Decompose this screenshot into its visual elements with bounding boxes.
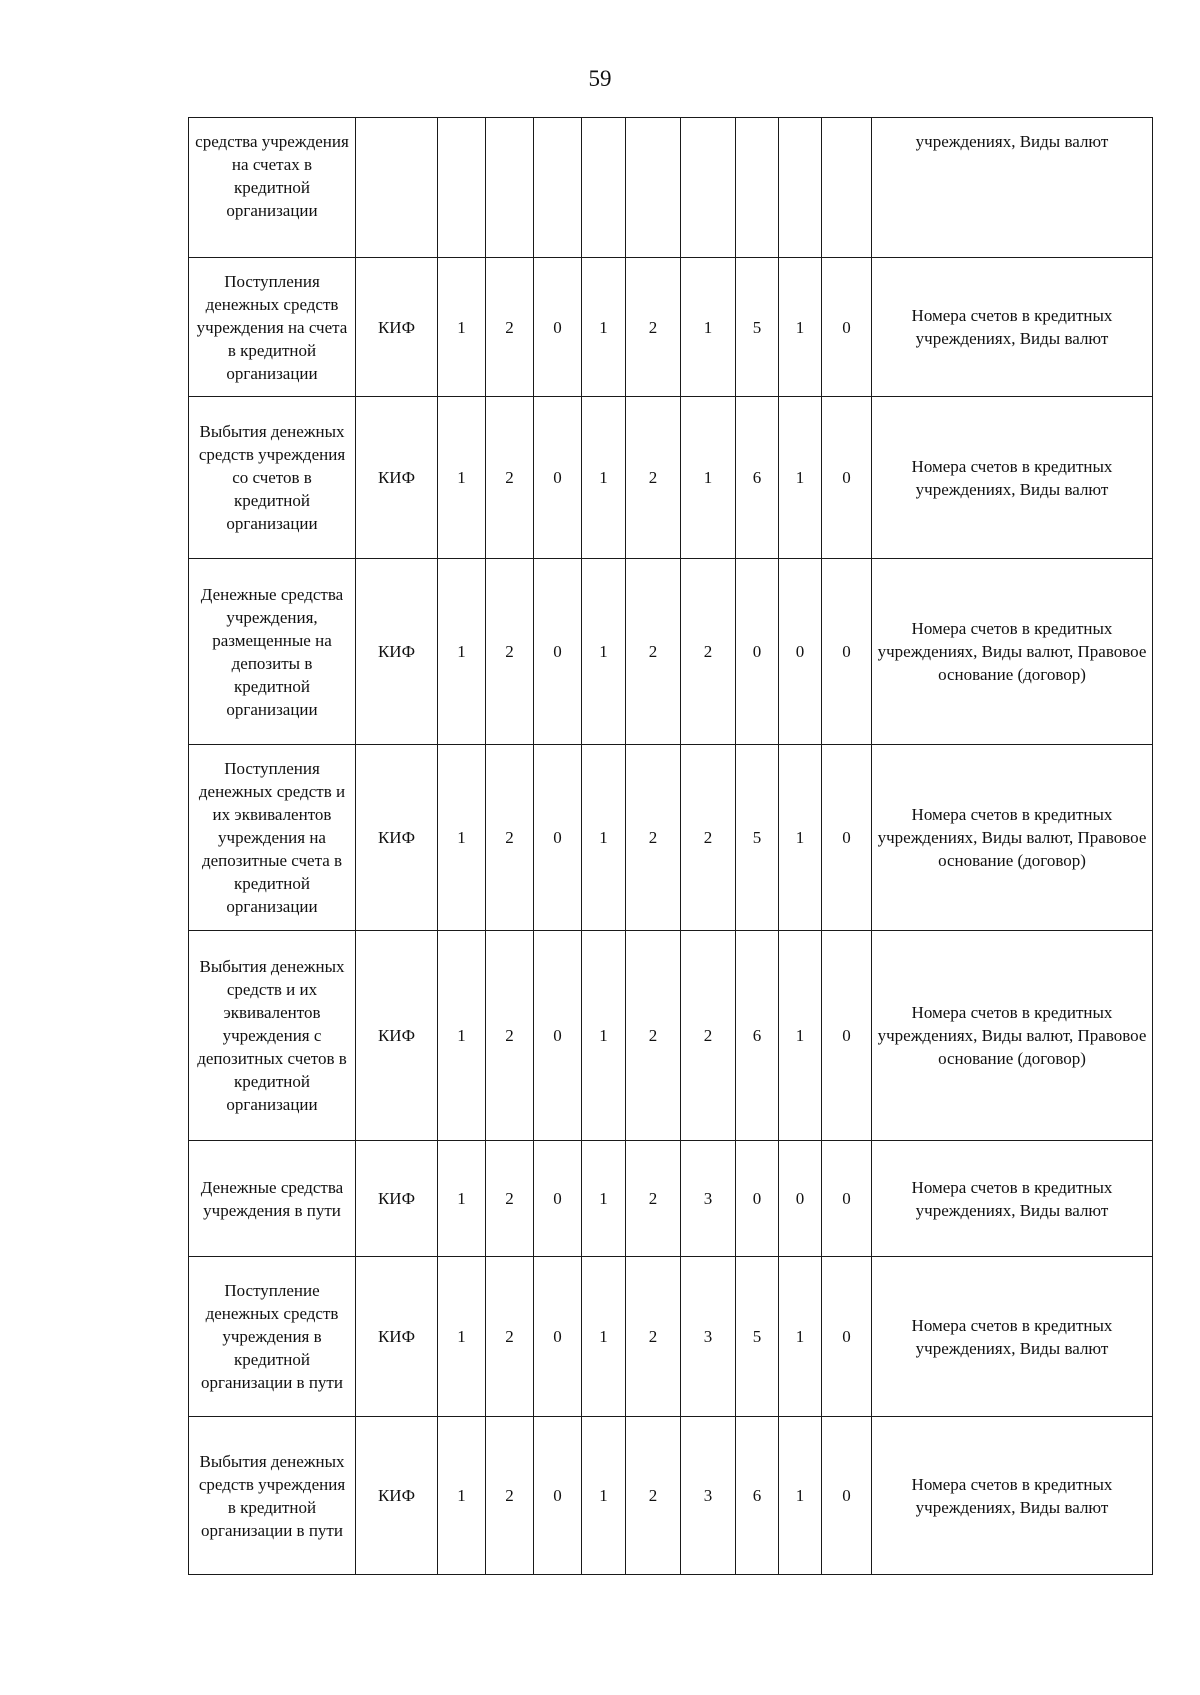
account-digit-cell: 0 bbox=[534, 745, 582, 931]
account-digit-cell: 1 bbox=[438, 1257, 486, 1417]
account-digit-cell: 0 bbox=[534, 397, 582, 559]
account-note-cell: Номера счетов в кредитных учреждениях, Виды валют bbox=[872, 397, 1153, 559]
account-digit-cell: 1 bbox=[582, 1141, 626, 1257]
account-digit-cell: 1 bbox=[582, 258, 626, 397]
account-code-cell bbox=[356, 118, 438, 258]
account-digit-cell: 2 bbox=[486, 559, 534, 745]
account-digit-cell: 0 bbox=[822, 1257, 872, 1417]
account-name-cell: Поступления денежных средств и их эквивалентов учреждения на депозитные счета в кредитной организации bbox=[189, 745, 356, 931]
account-name-cell: средства учреждения на счетах в кредитной организации bbox=[189, 118, 356, 258]
page-number: 59 bbox=[588, 66, 612, 91]
account-digit-cell: 2 bbox=[626, 745, 681, 931]
account-digit-cell: 2 bbox=[486, 1257, 534, 1417]
account-digit-cell: 1 bbox=[681, 258, 736, 397]
table-row bbox=[189, 258, 1153, 397]
account-code-cell: КИФ bbox=[356, 931, 438, 1141]
account-digit-cell: 2 bbox=[626, 1141, 681, 1257]
account-digit-cell bbox=[681, 118, 736, 258]
account-digit-cell: 6 bbox=[736, 397, 779, 559]
account-digit-cell: 2 bbox=[626, 258, 681, 397]
account-digit-cell bbox=[486, 118, 534, 258]
account-digit-cell: 5 bbox=[736, 745, 779, 931]
account-digit-cell: 1 bbox=[438, 397, 486, 559]
table-row bbox=[189, 559, 1153, 745]
table-row bbox=[189, 118, 1153, 258]
account-digit-cell: 0 bbox=[822, 1417, 872, 1575]
account-note-cell: Номера счетов в кредитных учреждениях, Виды валют bbox=[872, 1417, 1153, 1575]
account-digit-cell: 1 bbox=[438, 931, 486, 1141]
accounts-table bbox=[188, 117, 1153, 1575]
account-code-cell: КИФ bbox=[356, 1257, 438, 1417]
account-digit-cell: 3 bbox=[681, 1417, 736, 1575]
account-digit-cell: 0 bbox=[534, 258, 582, 397]
table-row bbox=[189, 931, 1153, 1141]
account-note-cell: Номера счетов в кредитных учреждениях, Виды валют bbox=[872, 258, 1153, 397]
account-note-cell: Номера счетов в кредитных учреждениях, Виды валют, Правовое основание (договор) bbox=[872, 559, 1153, 745]
account-digit-cell: 1 bbox=[582, 1257, 626, 1417]
account-digit-cell: 1 bbox=[779, 1417, 822, 1575]
account-digit-cell: 0 bbox=[736, 1141, 779, 1257]
account-digit-cell bbox=[779, 118, 822, 258]
account-digit-cell bbox=[626, 118, 681, 258]
account-digit-cell: 2 bbox=[486, 931, 534, 1141]
account-digit-cell bbox=[534, 118, 582, 258]
account-digit-cell: 2 bbox=[626, 1417, 681, 1575]
table-row bbox=[189, 1257, 1153, 1417]
account-digit-cell: 1 bbox=[582, 931, 626, 1141]
account-digit-cell: 1 bbox=[438, 1141, 486, 1257]
account-digit-cell bbox=[582, 118, 626, 258]
account-name-cell: Выбытия денежных средств учреждения в кредитной организации в пути bbox=[189, 1417, 356, 1575]
account-digit-cell: 2 bbox=[486, 1417, 534, 1575]
account-digit-cell: 1 bbox=[582, 1417, 626, 1575]
account-digit-cell: 1 bbox=[438, 258, 486, 397]
account-name-cell: Поступления денежных средств учреждения на счета в кредитной организации bbox=[189, 258, 356, 397]
account-digit-cell: 1 bbox=[438, 745, 486, 931]
account-digit-cell: 1 bbox=[779, 931, 822, 1141]
account-digit-cell: 1 bbox=[582, 559, 626, 745]
account-digit-cell bbox=[822, 118, 872, 258]
account-digit-cell: 3 bbox=[681, 1141, 736, 1257]
account-digit-cell: 0 bbox=[736, 559, 779, 745]
account-digit-cell: 0 bbox=[534, 559, 582, 745]
account-name-cell: Денежные средства учреждения, размещенные на депозиты в кредитной организации bbox=[189, 559, 356, 745]
account-digit-cell: 0 bbox=[779, 1141, 822, 1257]
account-code-cell: КИФ bbox=[356, 1417, 438, 1575]
table-row bbox=[189, 1141, 1153, 1257]
account-digit-cell: 2 bbox=[486, 258, 534, 397]
table-row bbox=[189, 1417, 1153, 1575]
account-name-cell: Поступление денежных средств учреждения в кредитной организации в пути bbox=[189, 1257, 356, 1417]
account-digit-cell: 0 bbox=[822, 931, 872, 1141]
account-digit-cell: 6 bbox=[736, 931, 779, 1141]
account-digit-cell: 2 bbox=[486, 745, 534, 931]
account-code-cell: КИФ bbox=[356, 397, 438, 559]
account-digit-cell: 0 bbox=[822, 1141, 872, 1257]
account-note-cell: Номера счетов в кредитных учреждениях, Виды валют, Правовое основание (договор) bbox=[872, 931, 1153, 1141]
account-digit-cell: 2 bbox=[681, 745, 736, 931]
account-digit-cell: 5 bbox=[736, 1257, 779, 1417]
account-name-cell: Денежные средства учреждения в пути bbox=[189, 1141, 356, 1257]
account-note-cell: Номера счетов в кредитных учреждениях, Виды валют bbox=[872, 1257, 1153, 1417]
account-digit-cell: 0 bbox=[534, 1417, 582, 1575]
account-note-cell: Номера счетов в кредитных учреждениях, Виды валют bbox=[872, 1141, 1153, 1257]
account-digit-cell: 1 bbox=[779, 258, 822, 397]
account-code-cell: КИФ bbox=[356, 258, 438, 397]
account-digit-cell: 1 bbox=[681, 397, 736, 559]
account-digit-cell: 1 bbox=[582, 397, 626, 559]
account-digit-cell: 6 bbox=[736, 1417, 779, 1575]
account-digit-cell: 0 bbox=[822, 258, 872, 397]
account-digit-cell: 0 bbox=[534, 1141, 582, 1257]
account-digit-cell: 0 bbox=[822, 745, 872, 931]
account-digit-cell: 3 bbox=[681, 1257, 736, 1417]
account-digit-cell: 1 bbox=[582, 745, 626, 931]
account-digit-cell: 5 bbox=[736, 258, 779, 397]
account-code-cell: КИФ bbox=[356, 745, 438, 931]
account-code-cell: КИФ bbox=[356, 1141, 438, 1257]
account-digit-cell: 2 bbox=[626, 931, 681, 1141]
account-digit-cell: 1 bbox=[779, 745, 822, 931]
account-note-cell: учреждениях, Виды валют bbox=[872, 118, 1153, 258]
account-code-cell: КИФ bbox=[356, 559, 438, 745]
account-note-cell: Номера счетов в кредитных учреждениях, Виды валют, Правовое основание (договор) bbox=[872, 745, 1153, 931]
account-digit-cell bbox=[438, 118, 486, 258]
account-digit-cell: 2 bbox=[626, 397, 681, 559]
account-digit-cell: 0 bbox=[534, 1257, 582, 1417]
table-row bbox=[189, 397, 1153, 559]
account-name-cell: Выбытия денежных средств учреждения со счетов в кредитной организации bbox=[189, 397, 356, 559]
account-digit-cell: 0 bbox=[779, 559, 822, 745]
account-digit-cell: 0 bbox=[534, 931, 582, 1141]
account-digit-cell: 1 bbox=[779, 397, 822, 559]
account-digit-cell: 2 bbox=[681, 931, 736, 1141]
account-digit-cell: 1 bbox=[438, 1417, 486, 1575]
account-digit-cell: 0 bbox=[822, 559, 872, 745]
table-row bbox=[189, 745, 1153, 931]
account-digit-cell: 2 bbox=[681, 559, 736, 745]
account-digit-cell: 2 bbox=[486, 1141, 534, 1257]
account-digit-cell: 2 bbox=[626, 1257, 681, 1417]
account-digit-cell: 0 bbox=[822, 397, 872, 559]
account-name-cell: Выбытия денежных средств и их эквивалентов учреждения с депозитных счетов в кредитной организации bbox=[189, 931, 356, 1141]
account-digit-cell bbox=[736, 118, 779, 258]
account-digit-cell: 2 bbox=[486, 397, 534, 559]
account-digit-cell: 1 bbox=[438, 559, 486, 745]
account-digit-cell: 2 bbox=[626, 559, 681, 745]
account-digit-cell: 1 bbox=[779, 1257, 822, 1417]
